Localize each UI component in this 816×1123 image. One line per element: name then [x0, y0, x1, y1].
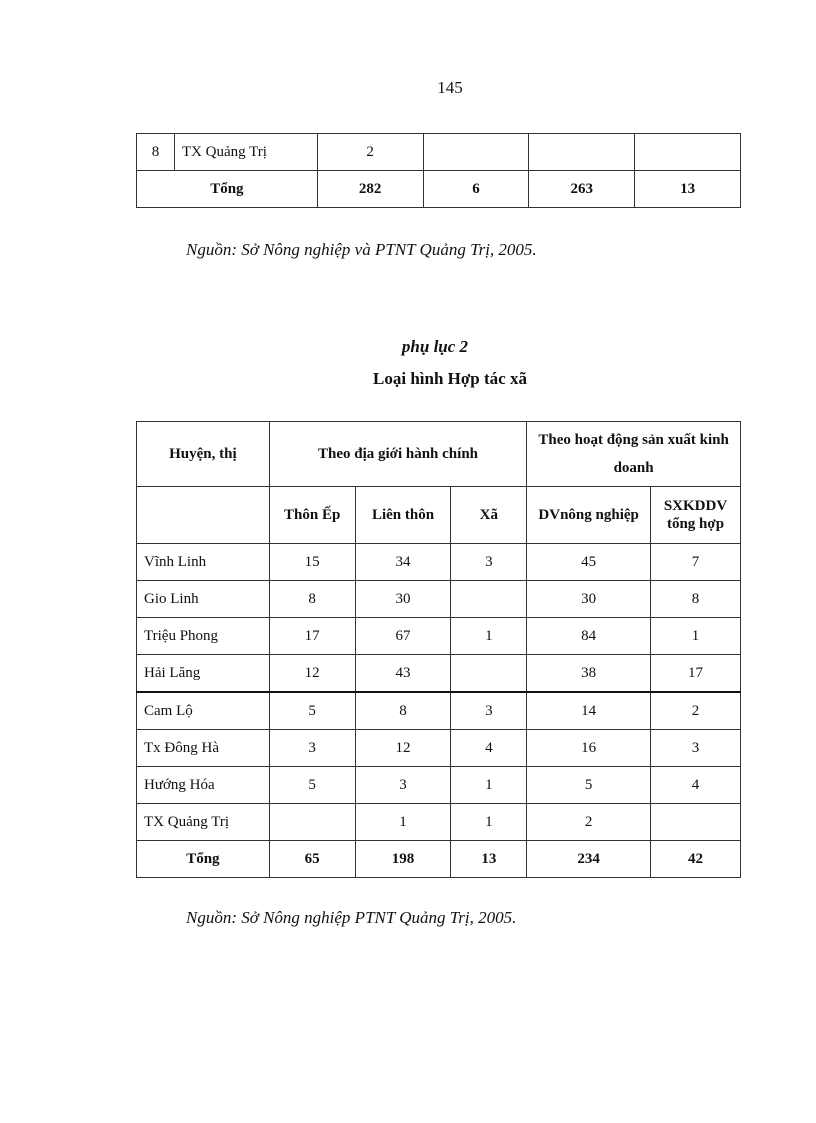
- cell-value: 38: [527, 655, 651, 693]
- cell-value: 7: [651, 544, 741, 581]
- cell-value: 30: [355, 581, 451, 618]
- cell-value: 1: [451, 767, 527, 804]
- cell-value: 3: [651, 730, 741, 767]
- header-dv-nong-nghiep: DVnông nghiệp: [527, 487, 651, 544]
- cell-value: [529, 134, 635, 171]
- total-value: 65: [269, 841, 355, 878]
- cell-value: 8: [269, 581, 355, 618]
- district-name: Hải Lăng: [137, 655, 270, 693]
- total-value: 234: [527, 841, 651, 878]
- cell-value: 3: [269, 730, 355, 767]
- header-district: Huyện, thị: [137, 422, 270, 487]
- total-value: 13: [635, 171, 741, 208]
- table-row: [137, 692, 741, 730]
- page-number: 145: [437, 78, 463, 97]
- total-row: [137, 171, 741, 208]
- appendix-label: phụ lục 2: [401, 337, 469, 356]
- cell-value: [423, 134, 529, 171]
- cell-value: 5: [269, 692, 355, 730]
- cell-value: 1: [355, 804, 451, 841]
- cell-value: [269, 804, 355, 841]
- total-label: Tổng: [137, 841, 270, 878]
- cell-value: 5: [269, 767, 355, 804]
- cell-value: 8: [355, 692, 451, 730]
- source-note: Nguồn: Sở Nông nghiệp PTNT Quảng Trị, 2005.: [186, 908, 517, 927]
- table-row: [137, 804, 741, 841]
- total-value: 282: [317, 171, 423, 208]
- cooperative-table: [136, 421, 741, 878]
- district-name: TX Quảng Trị: [137, 804, 270, 841]
- table-row: [137, 618, 741, 655]
- total-row: [137, 841, 741, 878]
- header-empty: [137, 487, 270, 544]
- cell-value: 67: [355, 618, 451, 655]
- total-value: 198: [355, 841, 451, 878]
- cell-value: 2: [651, 692, 741, 730]
- header-row: [137, 422, 741, 487]
- cell-value: [635, 134, 741, 171]
- district-name: Triệu Phong: [137, 618, 270, 655]
- cell-value: 34: [355, 544, 451, 581]
- table-continuation: [136, 133, 741, 208]
- cell-value: 1: [451, 804, 527, 841]
- district-name: Hướng Hóa: [137, 767, 270, 804]
- cell-value: 2: [317, 134, 423, 171]
- table-row: [137, 767, 741, 804]
- table-row: [137, 730, 741, 767]
- cell-value: 1: [451, 618, 527, 655]
- cell-value: 43: [355, 655, 451, 693]
- cell-value: 30: [527, 581, 651, 618]
- total-value: 263: [529, 171, 635, 208]
- cell-value: 8: [651, 581, 741, 618]
- cell-value: 17: [651, 655, 741, 693]
- district-name: Tx Đông Hà: [137, 730, 270, 767]
- table-row: [137, 134, 741, 171]
- total-value: 13: [451, 841, 527, 878]
- header-business-group: Theo hoạt động sản xuất kinh doanh: [527, 422, 741, 487]
- cell-value: 45: [527, 544, 651, 581]
- district-name: TX Quảng Trị: [174, 134, 317, 171]
- table-row: [137, 655, 741, 693]
- cell-value: 14: [527, 692, 651, 730]
- cell-value: 3: [451, 692, 527, 730]
- cell-value: [451, 581, 527, 618]
- subheader-row: [137, 487, 741, 544]
- district-name: Cam Lộ: [137, 692, 270, 730]
- source-note: Nguồn: Sở Nông nghiệp và PTNT Quảng Trị, 2005.: [186, 240, 537, 259]
- cell-value: 15: [269, 544, 355, 581]
- header-sxkddv: SXKDDV tổng hợp: [651, 487, 741, 544]
- district-name: Gio Linh: [137, 581, 270, 618]
- appendix-title: Loại hình Hợp tác xã: [373, 369, 527, 388]
- cell-value: 84: [527, 618, 651, 655]
- header-lien-thon: Liên thôn: [355, 487, 451, 544]
- header-admin-group: Theo địa giới hành chính: [269, 422, 526, 487]
- table-row: [137, 544, 741, 581]
- total-value: 6: [423, 171, 529, 208]
- cell-value: [451, 655, 527, 693]
- cell-value: 1: [651, 618, 741, 655]
- total-value: 42: [651, 841, 741, 878]
- cell-value: 2: [527, 804, 651, 841]
- cell-value: [651, 804, 741, 841]
- cell-value: 12: [355, 730, 451, 767]
- cell-value: 17: [269, 618, 355, 655]
- header-thon-ep: Thôn Ếp: [269, 487, 355, 544]
- cell-value: 3: [355, 767, 451, 804]
- header-xa: Xã: [451, 487, 527, 544]
- cell-value: 12: [269, 655, 355, 693]
- district-name: Vĩnh Linh: [137, 544, 270, 581]
- cell-value: 4: [651, 767, 741, 804]
- cell-value: 4: [451, 730, 527, 767]
- cell-value: 16: [527, 730, 651, 767]
- cell-value: 5: [527, 767, 651, 804]
- table-row: [137, 581, 741, 618]
- total-label: Tổng: [137, 171, 318, 208]
- cell-value: 3: [451, 544, 527, 581]
- row-number: 8: [137, 134, 175, 171]
